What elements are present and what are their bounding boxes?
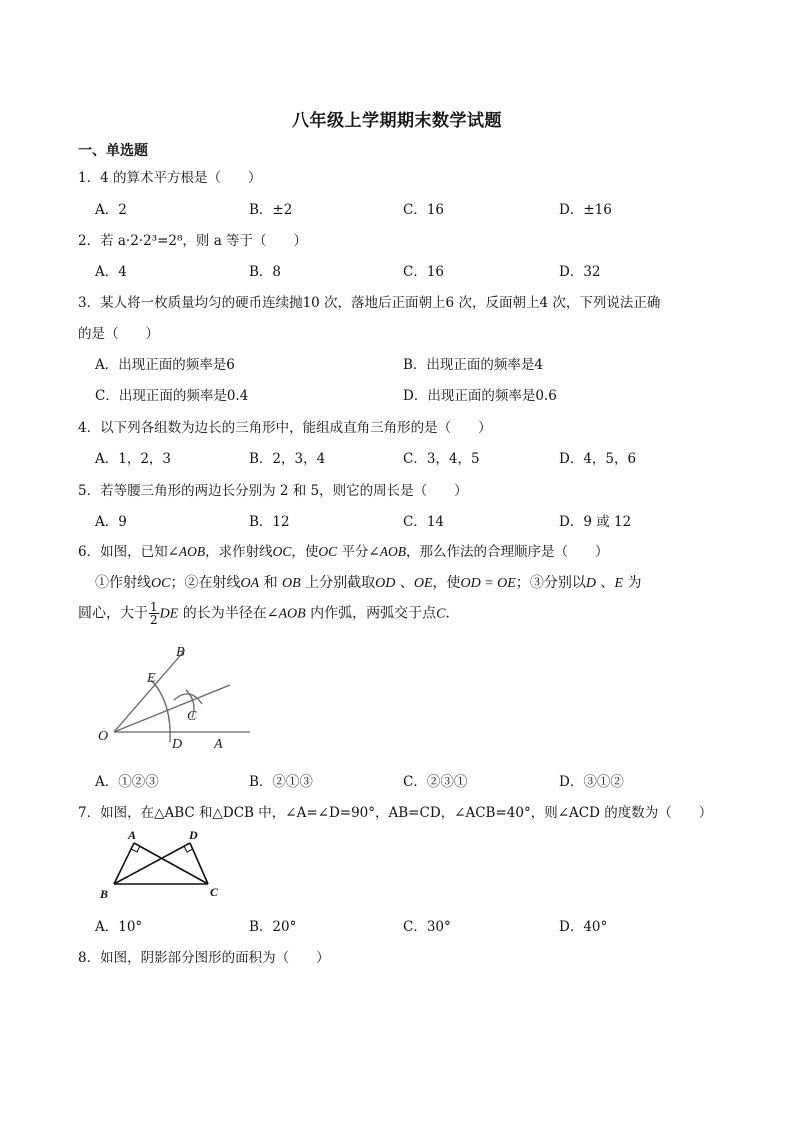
question-4-stem: 4．以下列各组数为边长的三角形中，能组成直角三角形的是（ ）: [78, 420, 492, 436]
q4-option-a[interactable]: A．1，2，3: [95, 451, 172, 467]
question-6-steps-line-3: [78, 601, 460, 626]
q2-option-b[interactable]: B．8: [249, 264, 282, 280]
fraction-numerator: 1: [150, 600, 158, 614]
q2-option-d[interactable]: D．32: [559, 264, 601, 280]
q6-math: E: [614, 576, 623, 591]
q6-step-text: 的长为半径在: [178, 605, 267, 622]
q6-math: OC: [318, 544, 338, 559]
q6-math: ∠AOB: [167, 544, 206, 559]
label-b: B: [100, 887, 109, 901]
q7-option-c[interactable]: C．30°: [403, 919, 451, 935]
q6-math: ∠AOB: [266, 606, 306, 622]
q5-option-c[interactable]: C．14: [403, 514, 445, 530]
q6-stem-part: 平分: [337, 544, 369, 560]
q6-math: OE: [413, 576, 433, 591]
arc-de: [151, 680, 170, 742]
q6-step-text: 圆心，大于: [78, 605, 148, 622]
question-1-stem: 1．4 的算术平方根是（ ）: [78, 170, 262, 186]
q6-stem-part: ，使: [291, 544, 319, 560]
q7-option-b[interactable]: B．20°: [249, 919, 297, 935]
question-5-stem: 5．若等腰三角形的两边长分别为 2 和 5，则它的周长是（ ）: [78, 483, 468, 499]
q3-option-d[interactable]: D．出现正面的频率是0.6: [403, 388, 557, 404]
triangles-figure: [92, 826, 232, 904]
one-half-fraction: [149, 601, 159, 626]
q6-math: OD = OE: [460, 576, 516, 591]
q3-option-a[interactable]: A．出现正面的频率是6: [95, 357, 235, 373]
q6-math: OA: [240, 576, 260, 591]
q5-option-d[interactable]: D．9 或 12: [559, 514, 632, 530]
q6-math: OC: [151, 576, 171, 591]
q5-option-b[interactable]: B．12: [249, 514, 290, 530]
q3-option-c[interactable]: C．出现正面的频率是0.4: [95, 388, 249, 404]
angle-bisector-figure: [90, 640, 250, 760]
question-3-stem-line2: 的是（ ）: [78, 326, 159, 342]
q6-step-text: ；②在射线: [170, 575, 241, 591]
q6-stem-part: ，那么作法的合理顺序是（ ）: [406, 544, 609, 560]
q6-option-a[interactable]: A．①②③: [95, 774, 159, 790]
ray-ob: [114, 650, 185, 732]
q4-option-c[interactable]: C．3，4，5: [403, 451, 480, 467]
q6-step-text: 和: [259, 575, 283, 591]
q6-step-text: 上分别截取: [300, 575, 376, 591]
q6-step-text: ；③分别以: [515, 575, 586, 591]
q4-option-b[interactable]: B．2，3，4: [249, 451, 326, 467]
q2-option-a[interactable]: A．4: [95, 264, 127, 280]
q6-option-c[interactable]: C．②③①: [403, 774, 468, 790]
question-7-stem: 7．如图，在△ABC 和△DCB 中，∠A=∠D=90°，AB=CD，∠ACB=40°，则∠ACD 的度数为（ ）: [78, 805, 713, 821]
q6-step-text: ①作射线: [95, 575, 151, 591]
label-a: A: [128, 828, 137, 842]
q7-option-d[interactable]: D．40°: [559, 919, 608, 935]
page-title: 八年级上学期期末数学试题: [292, 111, 502, 131]
question-6-steps-line: [95, 572, 641, 592]
question-8-stem: 8．如图，阴影部分图形的面积为（ ）: [78, 950, 330, 966]
q6-step-text: ，使: [432, 575, 461, 591]
q6-math: D: [585, 576, 596, 591]
q4-option-d[interactable]: D．4，5，6: [559, 451, 637, 467]
label-e: E: [147, 671, 156, 686]
q1-option-a[interactable]: A．2: [95, 202, 127, 218]
q6-math: ∠AOB: [368, 544, 407, 559]
q1-option-d[interactable]: D．±16: [559, 202, 612, 218]
q6-step-text: 为: [623, 575, 642, 591]
question-2-stem: 2．若 a·2·2³=2⁸，则 a 等于（ ）: [78, 233, 308, 249]
q6-step-text: 内作弧，两弧交于点: [305, 605, 437, 622]
q6-step-text: 、: [595, 575, 615, 591]
label-b: B: [176, 645, 185, 660]
question-6-stem: [78, 540, 609, 560]
q6-math: DE: [159, 606, 179, 622]
q6-option-d[interactable]: D．③①②: [559, 774, 624, 790]
ray-oc: [114, 685, 230, 732]
q1-option-b[interactable]: B．±2: [249, 202, 293, 218]
q6-step-text: 、: [395, 575, 414, 591]
label-o: O: [98, 729, 109, 744]
label-c: C: [210, 885, 219, 899]
label-a: A: [214, 737, 223, 752]
q6-option-b[interactable]: B．②①③: [249, 774, 313, 790]
segment-bd: [114, 843, 190, 884]
question-3-stem-line1: 3．某人将一枚质量均匀的硬币连续抛10 次，落地后正面朝上6 次，反面朝上4 次，下列说法正确: [78, 295, 661, 311]
q2-option-c[interactable]: C．16: [403, 264, 445, 280]
label-c: C: [187, 709, 197, 724]
label-d: D: [172, 737, 183, 752]
q7-option-a[interactable]: A．10°: [95, 919, 143, 935]
q6-math: OB: [282, 576, 301, 591]
q3-option-b[interactable]: B．出现正面的频率是4: [403, 357, 544, 373]
q6-math: C: [436, 606, 446, 622]
q6-math: OD: [375, 576, 396, 591]
q6-step-text: ．: [445, 605, 460, 622]
q6-math: OC: [272, 544, 292, 559]
fraction-denominator: 2: [150, 613, 158, 627]
q1-option-c[interactable]: C．16: [403, 202, 445, 218]
q5-option-a[interactable]: A．9: [95, 514, 127, 530]
section-heading: 一、单选题: [78, 143, 148, 159]
q6-stem-part: 6．如图，已知: [78, 544, 168, 560]
q6-stem-part: ，求作射线: [205, 544, 273, 560]
label-d: D: [189, 828, 198, 842]
segment-ac: [134, 843, 208, 884]
